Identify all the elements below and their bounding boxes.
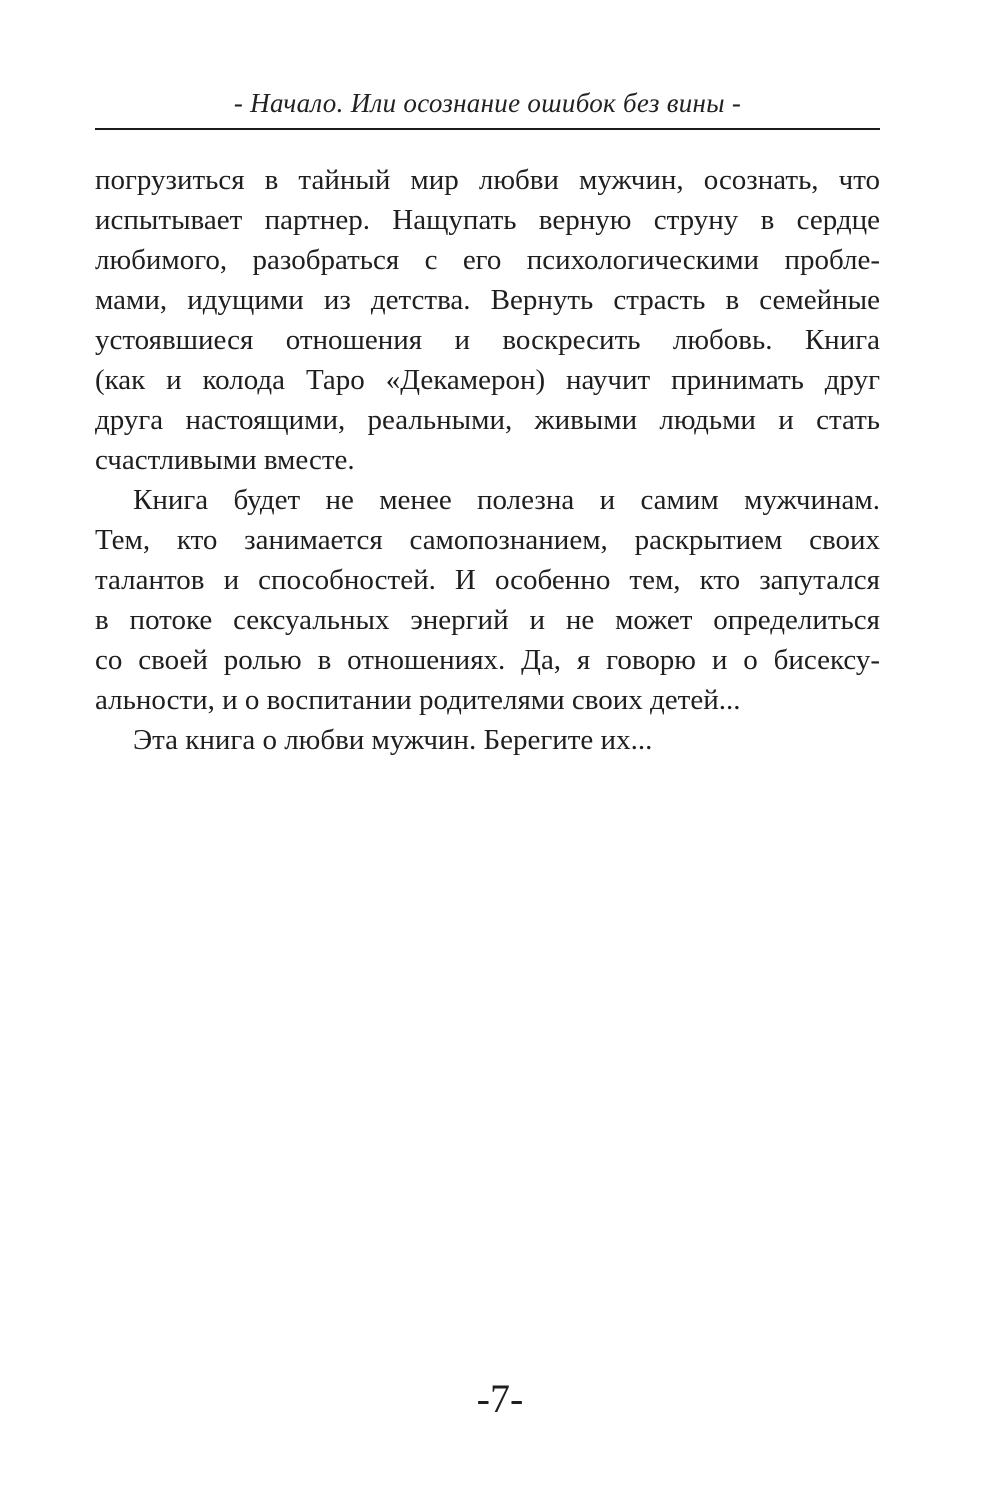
text-line: испытывает партнер. Нащупать верную струну в сердце — [95, 204, 880, 236]
text-line: счастливыми вместе. — [95, 444, 355, 476]
text-line: любимого, разобраться с его психологическими пробле- — [95, 244, 880, 276]
page-number: -7- — [476, 1376, 524, 1421]
header-rule — [95, 128, 880, 130]
text-line: в потоке сексуальных энергий и не может определиться — [95, 604, 880, 636]
text-line: со своей ролью в отношениях. Да, я говорю и о бисексу- — [95, 644, 880, 676]
text-line: погрузиться в тайный мир любви мужчин, осознать, что — [95, 164, 880, 196]
text-line: Тем, кто занимается самопознанием, раскрытием своих — [95, 524, 880, 556]
text-line: устоявшиеся отношения и воскресить любовь. Книга — [95, 324, 880, 356]
text-line: Книга будет не менее полезна и самим мужчинам. — [133, 484, 880, 516]
running-header: - Начало. Или осознание ошибок без вины - — [233, 88, 742, 118]
body-text — [95, 160, 880, 760]
text-line: друга настоящими, реальными, живыми людьми и стать — [95, 404, 880, 436]
text-line: талантов и способностей. И особенно тем, кто запутался — [95, 564, 880, 596]
text-line: альности, и о воспитании родителями своих детей... — [95, 684, 741, 716]
text-line: Эта книга о любви мужчин. Берегите их... — [133, 724, 653, 756]
text-line: мами, идущими из детства. Вернуть страсть в семейные — [95, 284, 880, 316]
text-line: (как и колода Таро «Декамерон) научит принимать друг — [95, 364, 880, 396]
